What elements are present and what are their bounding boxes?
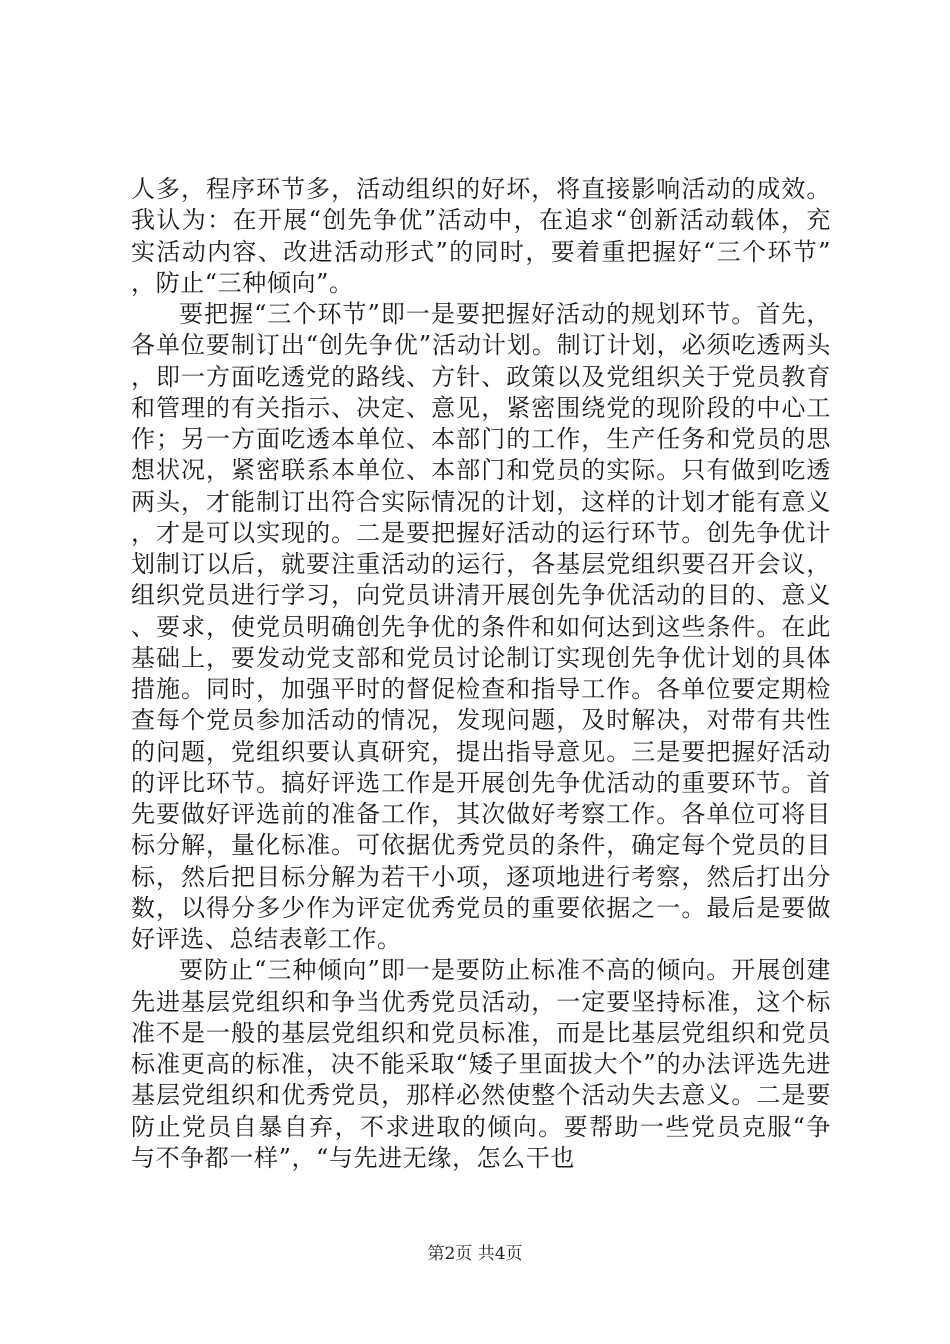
paragraph-three-tendencies: 要防止“三种倾向”即一是要防止标准不高的倾向。开展创建先进基层党组织和争当优秀党员活动，一定要坚持标准，这个标准不是一般的基层党组织和党员标准，而是比基层党组织和党员标准更高的标准，决不能采取“矮子里面拔大个”的办法评选先进基层党组织和优秀党员，那样必然使整个活动失去意义。二是要防止党员自暴自弃，不求进取的倾向。要帮助一些党员克服“争与不争都一样”，“与先进无缘，怎么干也 bbox=[131, 956, 831, 1172]
page-footer: 第2页 共4页 bbox=[427, 1244, 523, 1264]
paragraph-intro-continuation: 人多，程序环节多，活动组织的好坏，将直接影响活动的成效。我认为：在开展“创先争优”活动中，在追求“创新活动载体，充实活动内容、改进活动形式”的同时，要着重把握好“三个环节”，防止“三种倾向”。 bbox=[131, 175, 831, 297]
paragraph-three-links: 要把握“三个环节”即一是要把握好活动的规划环节。首先，各单位要制订出“创先争优”活动计划。制订计划，必须吃透两头，即一方面吃透党的路线、方针、政策以及党组织关于党员教育和管理的有关指示、决定、意见，紧密围绕党的现阶段的中心工作；另一方面吃透本单位、本部门的工作，生产任务和党员的思想状况，紧密联系本单位、本部门和党员的实际。只有做到吃透两头，才能制订出符合实际情况的计划，这样的计划才能有意义，才是可以实现的。二是要把握好活动的运行环节。创先争优计划制订以后，就要注重活动的运行，各基层党组织要召开会议，组织党员进行学习，向党员讲清开展创先争优活动的目的、意义、要求，使党员明确创先争优的条件和如何达到这些条件。在此基础上，要发动党支部和党员讨论制订实现创先争优计划的具体措施。同时，加强平时的督促检查和指导工作。各单位要定期检查每个党员参加活动的情况，发现问题，及时解决，对带有共性的问题，党组织要认真研究，提出指导意见。三是要把握好活动的评比环节。搞好评选工作是开展创先争优活动的重要环节。首先要做好评选前的准备工作，其次做好考察工作。各单位可将目标分解，量化标准。可依据优秀党员的条件，确定每个党员的目标，然后把目标分解为若干小项，逐项地进行考察，然后打出分数，以得分多少作为评定优秀党员的重要依据之一。最后是要做好评选、总结表彰工作。 bbox=[131, 300, 831, 953]
document-body bbox=[131, 174, 831, 1174]
